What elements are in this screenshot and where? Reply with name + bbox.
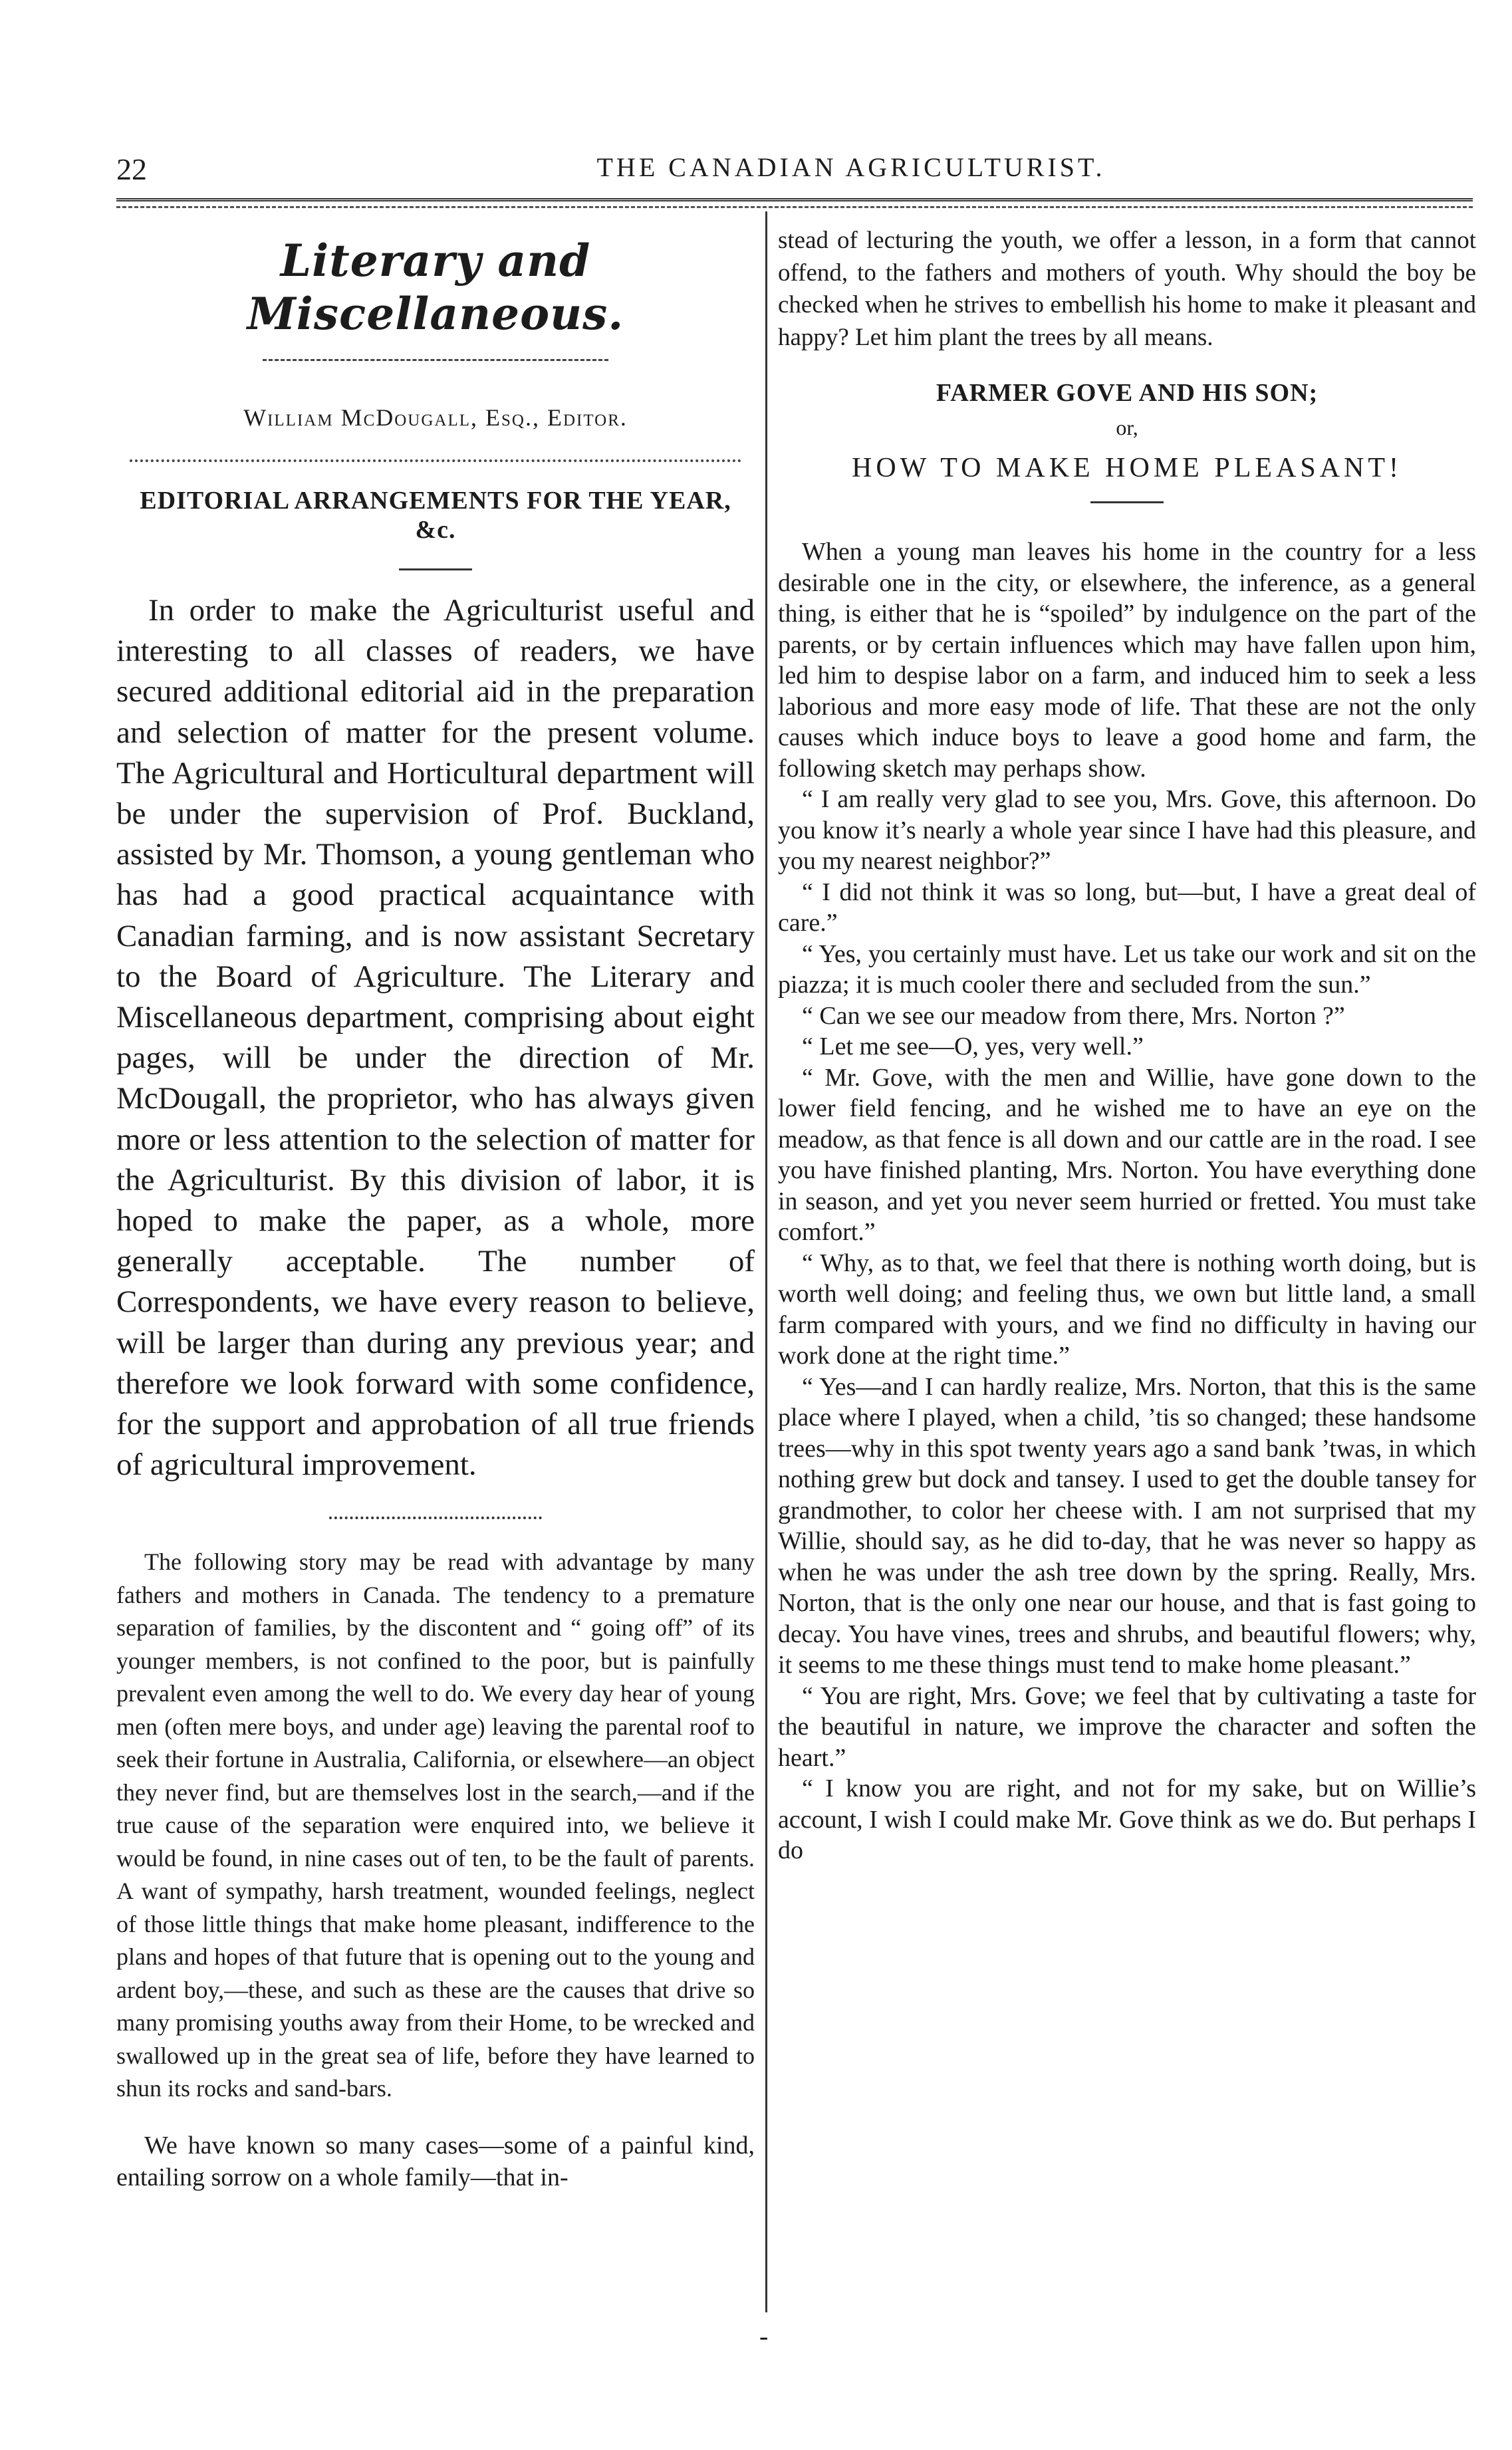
running-title: THE CANADIAN AGRICULTURIST. bbox=[596, 152, 1106, 182]
heading-rule bbox=[399, 568, 472, 570]
page-number: 22 bbox=[116, 152, 147, 186]
subtitle-rule bbox=[1090, 501, 1164, 503]
section-title: Literary and Miscellaneous. bbox=[247, 235, 624, 340]
story-paragraph: “ I did not think it was so long, but—but, I have a great deal of care.” bbox=[778, 878, 1476, 937]
editor-rule bbox=[130, 459, 741, 462]
story-paragraph: “ Let me see—O, yes, very well.” bbox=[802, 1033, 1144, 1060]
story-paragraph: “ I know you are right, and not for my sake, but on Willie’s account, I wish I could make Mr. Gove think as we do. But perhaps I do bbox=[778, 1775, 1476, 1864]
story-title-or: or, bbox=[1116, 416, 1138, 439]
editorial-heading: EDITORIAL ARRANGEMENTS FOR THE YEAR, &c. bbox=[140, 487, 731, 544]
editor-line: William McDougall, Esq., Editor. bbox=[243, 404, 628, 431]
left-column bbox=[116, 219, 755, 2219]
story-paragraph: “ Mr. Gove, with the men and Willie, have gone down to the lower field fencing, and he wished me to have an eye on the meadow, as that fence is all down and our cattle are in the road. I see you have finished planting, Mrs. Norton. You have everything done in season, and yet you never seem hurried or fretted. You must take comfort.” bbox=[778, 1063, 1476, 1246]
continuation-paragraph: stead of lecturing the youth, we offer a lesson, in a form that cannot offend, to the fathers and mothers of youth. Why should the boy be checked when he strives to embellish his home to make it pleasant and happy? Let him plant the trees by all means. bbox=[778, 227, 1476, 351]
column-divider bbox=[765, 211, 767, 2312]
story-paragraph: “ Why, as to that, we feel that there is nothing worth doing, but is worth well doing; and feeling thus, we own but little land, a small farm compared with yours, and we find no difficulty in having our work done at the right time.” bbox=[778, 1249, 1476, 1370]
story-paragraph: “ You are right, Mrs. Gove; we feel that by cultivating a taste for the beautiful in nature, we improve the character and soften the heart.” bbox=[778, 1681, 1476, 1772]
story-paragraph: “ I am really very glad to see you, Mrs. Gove, this afternoon. Do you know it’s nearly a whole year since I have had this pleasure, and you my nearest neighbor?” bbox=[778, 785, 1476, 875]
story-intro-paragraph: The following story may be read with advantage by many fathers and mothers in Canada. The tendency to a premature separation of families, by the discontent and “ going off” of its younger members, is not confined to the poor, but is painfully prevalent even among the well to do. We every day hear of young men (often mere boys, and under age) leaving the parental roof to seek their fortune in Australia, California, or elsewhere—an object they never find, but are themselves lost in the search,—and if the true cause of the separation were enquired into, we believe it would be found, in nine cases out of ten, to be the fault of parents. A want of sympathy, harsh treatment, wounded feelings, neglect of those little things that make home pleasant, indifference to the plans and hopes of that future that is opening out to the young and ardent boy,—these, and such as these are the causes that drive so many promising youths away from their Home, to be wrecked and swallowed up in the great sea of life, before they have learned to shun its rocks and sand-bars. bbox=[116, 1548, 755, 2102]
continued-paragraph: We have known so many cases—some of a painful kind, entailing sorrow on a whole family—that in- bbox=[116, 2131, 755, 2191]
header-rule-dashed bbox=[116, 206, 1473, 208]
header-rule bbox=[116, 198, 1473, 201]
story-subtitle: HOW TO MAKE HOME PLEASANT! bbox=[852, 453, 1402, 483]
column-end-mark: - bbox=[759, 2321, 769, 2351]
right-column bbox=[778, 219, 1476, 1866]
story-title: FARMER GOVE AND HIS SON; bbox=[936, 379, 1319, 407]
ornament-rule bbox=[329, 1517, 542, 1519]
story-paragraph: “ Yes—and I can hardly realize, Mrs. Norton, that this is the same place where I played, when a child, ’tis so changed; these handsome trees—why in this spot twenty years ago a sand bank ’twas, in which nothing grew but dock and tansey. I used to get the double tansey for grandmother, to color her cheese with. I am not surprised that my Willie, should say, as he did to-day, that he was never so happy as when he was under the ash tree down by the spring. Really, Mrs. Norton, that is the only one near our house, and that is fast going to decay. You have vines, trees and shrubs, and beautiful flowers; why, it seems to me these things must tend to make home pleasant.” bbox=[778, 1372, 1476, 1679]
story-paragraph: When a young man leaves his home in the country for a less desirable one in the city, or elsewhere, the inference, as a general thing, is either that he is “spoiled” by indulgence on the part of the parents, or by certain influences which may have fallen upon him, led him to despise labor on a farm, and induced him to seek a less laborious and more easy mode of life. That these are not the only causes which induce boys to leave a good home and farm, the following sketch may perhaps show. bbox=[778, 538, 1476, 783]
section-title-rule bbox=[263, 359, 608, 361]
story-paragraph: “ Can we see our meadow from there, Mrs. Norton ?” bbox=[802, 1001, 1345, 1030]
story-paragraph: “ Yes, you certainly must have. Let us take our work and sit on the piazza; it is much cooler there and secluded from the sun.” bbox=[778, 939, 1476, 999]
editorial-body: In order to make the Agriculturist useful and interesting to all classes of readers, we have secured additional editorial aid in the preparation and selection of matter for the present volume. The Agricultural and Horticultural department will be under the supervision of Prof. Buckland, assisted by Mr. Thomson, a young gentleman who has had a good practical acquaintance with Canadian farming, and is now assistant Secretary to the Board of Agriculture. The Literary and Miscellaneous department, comprising about eight pages, will be under the direction of Mr. McDougall, the proprietor, who has always given more or less attention to the selection of matter for the Agriculturist. By this division of labor, it is hoped to make the paper, as a whole, more generally acceptable. The number of Correspondents, we have every reason to believe, will be larger than during any previous year; and therefore we look forward with some confidence, for the support and approbation of all true friends of agricultural improvement. bbox=[116, 593, 755, 1483]
